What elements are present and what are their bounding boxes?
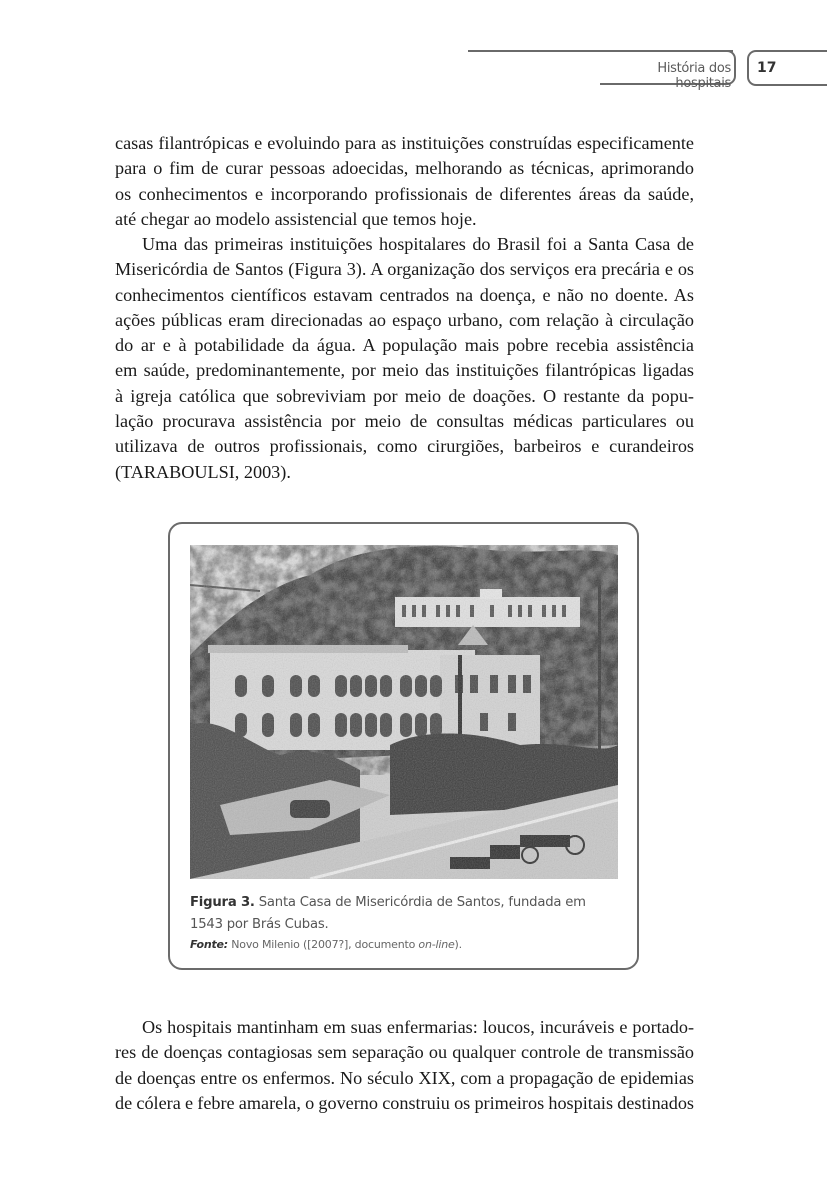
- text-line: os conhecimentos e incorporando profissionais de diferentes áreas da saúde,: [115, 183, 694, 204]
- paragraph-santa-casa: [115, 232, 694, 485]
- figure-caption-label: Figura 3.: [190, 895, 255, 910]
- text-line: à igreja católica que sobreviviam por meio de doações. O restante da popu-: [115, 385, 694, 406]
- figure-source-end: ).: [454, 938, 462, 951]
- text-line: ações públicas eram direcionadas ao espaço urbano, com relação à circulação: [115, 309, 694, 330]
- running-header-title: História dos hospitais: [657, 61, 731, 91]
- text-line: em saúde, predominantemente, por meio das instituições filantrópicas ligadas: [115, 360, 694, 381]
- figure-source: [190, 938, 622, 951]
- text-line: até chegar ao modelo assistencial que temos hoje.: [115, 208, 477, 229]
- figure-source-text: Novo Milenio ([2007?], documento: [227, 938, 419, 951]
- figure-caption-text: Santa Casa de Misericórdia de Santos, fundada em 1543 por Brás Cubas.: [190, 895, 586, 932]
- text-line: (TARABOULSI, 2003).: [115, 461, 291, 482]
- paragraph-enfermarias: [115, 1015, 694, 1116]
- text-line: Uma das primeiras instituições hospitalares do Brasil foi a Santa Casa de: [142, 234, 694, 254]
- text-line: lação procurava assistência por meio de consultas médicas particulares ou: [115, 411, 694, 432]
- text-line: utilizava de outros profissionais, como cirurgiões, barbeiros e curandeiros: [115, 436, 694, 457]
- text-line: de cólera e febre amarela, o governo construiu os primeiros hospitais destinados: [115, 1092, 694, 1113]
- text-line: res de doenças contagiosas sem separação ou qualquer controle de transmissão: [115, 1042, 694, 1063]
- page-number: 17: [757, 60, 777, 76]
- figure-source-label: Fonte:: [190, 938, 228, 951]
- text-line: conhecimentos científicos estavam centrados na doença, e não no doente. As: [115, 284, 694, 305]
- text-line: Os hospitais mantinham em suas enfermarias: loucos, incuráveis e portado-: [142, 1017, 694, 1037]
- figure-source-italic: on-line: [418, 938, 455, 951]
- text-line: casas filantrópicas e evoluindo para as instituições construídas especificamente: [115, 133, 694, 153]
- text-line: do ar e à potabilidade da água. A população mais pobre recebia assistência: [115, 335, 694, 356]
- figure-photo-santa-casa: [190, 545, 618, 879]
- historical-photo-illustration: [190, 545, 618, 879]
- text-line: de doenças entre os enfermos. No século XIX, com a propagação de epidemias: [115, 1067, 694, 1088]
- text-line: para o fim de curar pessoas adoecidas, melhorando as técnicas, aprimorando: [115, 158, 694, 179]
- figure-caption: [190, 892, 622, 936]
- text-line: Misericórdia de Santos (Figura 3). A organização dos serviços era precária e os: [115, 259, 694, 280]
- paragraph-continuation: [115, 131, 694, 232]
